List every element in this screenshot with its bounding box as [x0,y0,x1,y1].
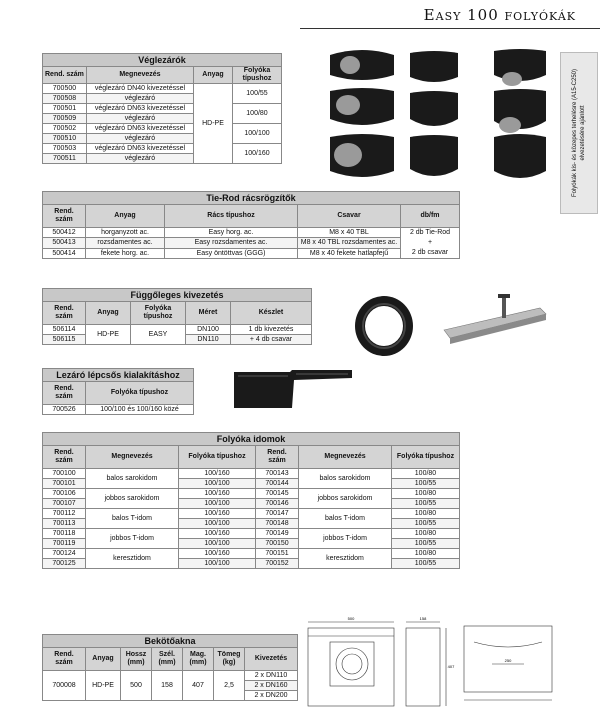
col-keszlet: Készlet [231,302,312,325]
veglezaro-szam: 700502 [43,124,87,134]
fuggoleges-title: Függőleges kivezetés [42,288,312,301]
tierod-racs: Easy öntöttvas (GGG) [165,248,298,258]
veglezaro-szam: 700508 [43,94,87,104]
idom-szam-left: 700101 [43,479,86,489]
tierod-racs: Easy rozsdamentes ac. [165,238,298,248]
tierod-anyag: rozsdamentes ac. [86,238,165,248]
table-row [43,469,460,479]
bekoto-szam: 700008 [43,671,86,701]
endcap-icon-7 [330,134,394,177]
idom-tipus-left: 100/100 [179,519,256,529]
veglezaro-szam: 700509 [43,114,87,124]
table-row [43,248,460,258]
col-rend-szam: Rend. szám [43,67,87,84]
idom-nev-left: balos sarokidom [86,469,179,489]
idom-szam-left: 700112 [43,509,86,519]
idom-tipus-left: 100/160 [179,489,256,499]
side-label [560,52,598,214]
fugg-keszlet: + 4 db csavar [231,335,312,345]
veglezaro-szam: 700510 [43,134,87,144]
lezaro-tipus: 100/100 és 100/160 közé [86,405,194,415]
fugg-tipus: EASY [131,325,186,345]
bekoto-title: Bekötőakna [42,634,298,647]
col-tipus: Folyóka típushoz [233,67,282,84]
idom-nev-left: jobbos sarokidom [86,489,179,509]
dim-width: 158 [419,616,427,621]
col-megnevezes-left: Megnevezés [86,446,179,469]
col-tomeg: Tömeg (kg) [214,648,245,671]
veglezaro-szam: 700503 [43,144,87,154]
table-row [43,509,460,519]
idom-tipus-right: 100/80 [392,549,460,559]
idom-nev-right: balos sarokidom [299,469,392,489]
col-anyag: Anyag [86,302,131,325]
veglezaro-tipus: 100/80 [233,104,282,124]
idom-szam-left: 700113 [43,519,86,529]
col-rend-szam: Rend. szám [43,382,86,405]
bekoto-kivezetes: 2 x DN110 [245,671,298,681]
veglezaro-nev: véglezáró [86,114,193,124]
tierod-icon [444,294,546,344]
idom-tipus-left: 100/100 [179,559,256,569]
idom-szam-right: 700150 [256,539,299,549]
veglezaro-nev: véglezáró DN63 kivezetéssel [86,124,193,134]
col-szel: Szél. (mm) [152,648,183,671]
idom-nev-right: balos T-idom [299,509,392,529]
endcap-icon-6 [494,89,546,133]
endcap-icon-8 [410,135,458,176]
endcap-icon-4 [330,88,394,125]
idomok-title: Folyóka idomok [42,432,460,445]
idom-szam-left: 700125 [43,559,86,569]
tierod-dbfm [401,228,460,259]
idom-szam-left: 700107 [43,499,86,509]
idom-tipus-left: 100/160 [179,529,256,539]
fugg-szam: 506114 [43,325,86,335]
idom-szam-left: 700124 [43,549,86,559]
idom-szam-right: 700147 [256,509,299,519]
bekoto-szel: 158 [152,671,183,701]
table-row [43,84,282,94]
veglezaro-nev: véglezáró [86,94,193,104]
table-row [43,489,460,499]
vertical-outlet-image [352,294,416,360]
col-csavar: Csavar [298,205,401,228]
idom-tipus-left: 100/160 [179,549,256,559]
veglezarok-title: Véglezárók [42,53,282,66]
table-row [43,238,460,248]
idom-szam-right: 700144 [256,479,299,489]
bekoto-kivezetes: 2 x DN200 [245,691,298,701]
endcap-icon-9 [494,134,546,178]
technical-drawing [302,612,558,716]
idom-szam-right: 700152 [256,559,299,569]
endcap-icon-5 [410,91,458,126]
tierod-csavar: M8 x 40 TBL rozsdamentes ac. [298,238,401,248]
bekoto-table [42,634,298,701]
lezaro-title: Lezáró lépcsős kialakításhoz [42,368,194,381]
fugg-keszlet: 1 db kivezetés [231,325,312,335]
tierod-image [440,294,552,344]
veglezaro-nev: véglezáró DN63 kivezetéssel [86,104,193,114]
fuggoleges-table [42,288,312,345]
idom-tipus-right: 100/80 [392,509,460,519]
tierod-dbfm-line: 2 db csavar [411,249,449,256]
idom-tipus-right: 100/55 [392,499,460,509]
bekoto-anyag: HD-PE [86,671,121,701]
col-kivezetes: Kivezetés [245,648,298,671]
step-closer-icon [234,370,352,408]
idom-tipus-right: 100/80 [392,489,460,499]
endcap-icon-3 [494,49,546,86]
col-anyag: Anyag [86,648,121,671]
lezaro-szam: 700526 [43,405,86,415]
col-megnevezes: Megnevezés [86,67,193,84]
col-rend-szam-right: Rend. szám [256,446,299,469]
veglezaro-szam: 700500 [43,84,87,94]
fugg-anyag: HD-PE [86,325,131,345]
idom-tipus-right: 100/55 [392,539,460,549]
endcap-icon-1 [330,50,394,80]
step-closer-image [232,368,354,410]
idom-szam-right: 700151 [256,549,299,559]
tierod-szam: 500413 [43,238,86,248]
dim-height: 407 [447,664,455,669]
side-label-line2: elvezetésére ajánlott [580,105,586,161]
table-row [43,124,282,134]
col-meret: Méret [186,302,231,325]
idom-szam-left: 700119 [43,539,86,549]
table-row [43,325,312,335]
idom-tipus-left: 100/100 [179,539,256,549]
tierod-title: Tie-Rod rácsrögzítők [42,191,460,204]
endcap-icon-2 [410,51,458,82]
table-row [43,104,282,114]
idom-nev-right: jobbos sarokidom [299,489,392,509]
col-anyag: Anyag [194,67,233,84]
veglezaro-szam: 700501 [43,104,87,114]
bekoto-hossz: 500 [121,671,152,701]
tierod-racs: Easy horg. ac. [165,228,298,238]
col-hossz: Hossz (mm) [121,648,152,671]
page-title: Easy 100 folyókák [423,6,576,24]
idom-tipus-right: 100/55 [392,519,460,529]
idom-szam-left: 700106 [43,489,86,499]
table-row [43,144,282,154]
veglezaro-tipus: 100/100 [233,124,282,144]
idom-tipus-right: 100/55 [392,559,460,569]
idom-tipus-left: 100/100 [179,499,256,509]
table-row [43,549,460,559]
outlet-ring-icon [355,296,413,356]
tierod-csavar: M8 x 40 TBL [298,228,401,238]
fugg-szam: 506115 [43,335,86,345]
lezaro-table [42,368,194,415]
header-bar [300,0,600,29]
veglezaro-szam: 700511 [43,154,87,164]
tierod-szam: 500414 [43,248,86,258]
col-dbfm: db/fm [401,205,460,228]
veglezaro-tipus: 100/55 [233,84,282,104]
idom-nev-left: balos T-idom [86,509,179,529]
veglezaro-anyag: HD-PE [194,84,233,164]
veglezaro-nev: véglezáró [86,154,193,164]
dim-inner: 250 [504,658,512,663]
side-label-line1: Folyókák kis- és közepes terhelésre (A15-C250) [572,68,578,198]
idom-tipus-right: 100/55 [392,479,460,489]
veglezaro-nev: véglezáró DN40 kivezetéssel [86,84,193,94]
col-tipus: Folyóka típushoz [131,302,186,325]
col-tipus: Folyóka típushoz [86,382,194,405]
idom-nev-right: keresztidom [299,549,392,569]
veglezaro-nev: véglezáró DN63 kivezetéssel [86,144,193,154]
tierod-table [42,191,460,259]
idom-szam-right: 700145 [256,489,299,499]
idom-szam-right: 700146 [256,499,299,509]
idom-tipus-left: 100/160 [179,469,256,479]
idom-tipus-right: 100/80 [392,529,460,539]
table-row [43,529,460,539]
endcap-images [322,45,554,185]
idomok-table [42,432,460,569]
idom-nev-right: jobbos T-idom [299,529,392,549]
col-megnevezes-right: Megnevezés [299,446,392,469]
veglezaro-nev: véglezáró [86,134,193,144]
idom-szam-left: 700118 [43,529,86,539]
tierod-dbfm-line: 2 db Tie-Rod [409,229,451,236]
idom-szam-right: 700143 [256,469,299,479]
dim-length: 500 [347,616,355,621]
col-racs-tipus: Rács típushoz [165,205,298,228]
col-mag: Mag. (mm) [183,648,214,671]
side-label-text [571,58,587,208]
veglezarok-table [42,53,282,164]
idom-szam-right: 700149 [256,529,299,539]
col-rend-szam: Rend. szám [43,302,86,325]
idom-tipus-left: 100/160 [179,509,256,519]
tierod-csavar: M8 x 40 fekete hatlapfejű [298,248,401,258]
fugg-meret: DN110 [186,335,231,345]
table-row [43,228,460,238]
tierod-anyag: fekete horg. ac. [86,248,165,258]
bekoto-tomeg: 2,5 [214,671,245,701]
tierod-szam: 500412 [43,228,86,238]
col-rend-szam: Rend. szám [43,648,86,671]
col-tipus-left: Folyóka típushoz [179,446,256,469]
idom-nev-left: jobbos T-idom [86,529,179,549]
idom-tipus-left: 100/100 [179,479,256,489]
col-rend-szam: Rend. szám [43,205,86,228]
col-anyag: Anyag [86,205,165,228]
idom-szam-left: 700100 [43,469,86,479]
tierod-dbfm-line: + [427,239,433,246]
col-tipus-right: Folyóka típushoz [392,446,460,469]
idom-tipus-right: 100/80 [392,469,460,479]
veglezaro-tipus: 100/160 [233,144,282,164]
bekoto-mag: 407 [183,671,214,701]
idom-nev-left: keresztidom [86,549,179,569]
idom-szam-right: 700148 [256,519,299,529]
bekoto-kivezetes: 2 x DN160 [245,681,298,691]
col-rend-szam-left: Rend. szám [43,446,86,469]
tierod-anyag: horganyzott ac. [86,228,165,238]
fugg-meret: DN100 [186,325,231,335]
